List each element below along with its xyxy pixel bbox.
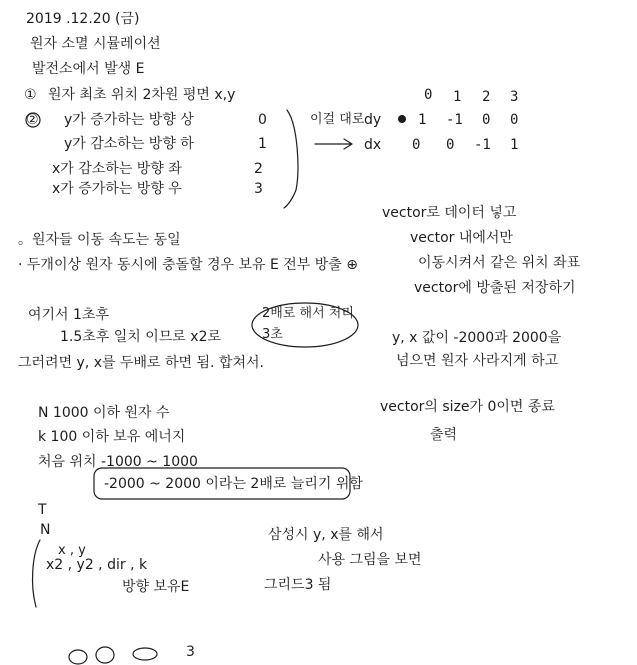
dy-value-0: 1 (418, 112, 427, 128)
note-after: 여기서 1초후 (28, 307, 109, 323)
t-label: T (38, 502, 47, 518)
direction-row-2: x가 감소하는 방향 좌 (52, 161, 182, 177)
vars-bracket (33, 540, 40, 607)
samsung-note-3: 그리드3 됨 (264, 577, 332, 593)
range-note-1: y, x 값이 -2000과 2000을 (392, 330, 562, 346)
doodle-circle-2 (96, 647, 114, 663)
date-text: 2019 .12.20 (금) (26, 11, 140, 27)
grouping-bracket (284, 110, 298, 208)
vector-note-4: vector에 방출된 저장하기 (414, 280, 576, 296)
bullet-2: · 두개이상 원자 동시에 충돌할 경우 보유 E 전부 방출 ⊕ (18, 257, 359, 273)
dy-value-2: 0 (482, 112, 491, 128)
dy-label: dy (364, 112, 382, 128)
bottom-three: 3 (186, 644, 195, 660)
vector-note-3: 이동시켜서 같은 위치 좌표 (418, 255, 581, 271)
initial-position: 처음 위치 -1000 ~ 1000 (38, 454, 198, 470)
dy-value-1: -1 (446, 112, 463, 128)
direction-row-3: x가 증가하는 방향 우 (52, 181, 182, 197)
n-constraint: N 1000 이하 원자 수 (38, 405, 170, 421)
note-then: 그러려면 y, x를 두배로 하면 됨. 합쳐서. (18, 355, 264, 371)
vars-sub: 방향 보유E (122, 579, 190, 595)
direction-code-2: 2 (254, 161, 263, 177)
size-note-1: vector의 size가 0이면 종료 (380, 399, 555, 415)
step1-number: ① (24, 87, 37, 103)
step2-number: ② (26, 112, 39, 128)
dir-index-0: 0 (424, 87, 433, 103)
n-label: N (40, 522, 51, 538)
doodle-circle-3 (133, 648, 157, 660)
dx-value-1: 0 (446, 137, 455, 153)
arrow-to-dx (315, 139, 352, 149)
dx-value-0: 0 (412, 137, 421, 153)
vars-line: x2 , y2 , dir , k (46, 557, 148, 573)
step1-text: 원자 최초 위치 2차원 평면 x,y (48, 87, 236, 103)
note-halfsec: 1.5초후 일치 이므로 x2로 (60, 329, 221, 345)
direction-code-1: 1 (258, 136, 267, 152)
dir-index-3: 3 (510, 89, 519, 105)
dir-index-1: 1 (453, 89, 462, 105)
samsung-note-1: 삼성시 y, x를 해서 (268, 527, 384, 543)
bullet-1: 。원자들 이동 속도는 동일 (18, 232, 181, 248)
direction-code-3: 3 (254, 181, 263, 197)
circled-note: 2배로 해서 처리 (262, 306, 354, 321)
vars-top: x , y (58, 543, 86, 558)
range-note-2: 넘으면 원자 사라지게 하고 (396, 353, 559, 369)
direction-code-0: 0 (258, 112, 267, 128)
array-label: 이걸 대로 (310, 112, 365, 127)
dx-value-2: -1 (474, 137, 491, 153)
subtitle-text: 발전소에서 발생 E (32, 61, 145, 77)
title-text: 원자 소멸 시뮬레이션 (30, 36, 161, 52)
k-constraint: k 100 이하 보유 에너지 (38, 429, 186, 445)
size-note-2: 출력 (430, 427, 458, 443)
circled-note-2: 3초 (262, 327, 283, 342)
vector-note-2: vector 내에서만 (410, 230, 513, 246)
direction-row-1: y가 감소하는 방향 하 (64, 136, 194, 152)
direction-row-0: y가 증가하는 방향 상 (64, 112, 194, 128)
dx-label: dx (364, 137, 382, 153)
doodle-circle-1 (69, 650, 87, 664)
vector-note-1: vector로 데이터 넣고 (382, 205, 517, 221)
range-boxed-note: -2000 ~ 2000 이라는 2배로 늘리기 위함 (104, 476, 363, 492)
samsung-note-2: 사용 그림을 보면 (318, 552, 422, 568)
dx-value-3: 1 (510, 137, 519, 153)
dy-value-3: 0 (510, 112, 519, 128)
ink-dot (398, 115, 406, 123)
dir-index-2: 2 (482, 89, 491, 105)
